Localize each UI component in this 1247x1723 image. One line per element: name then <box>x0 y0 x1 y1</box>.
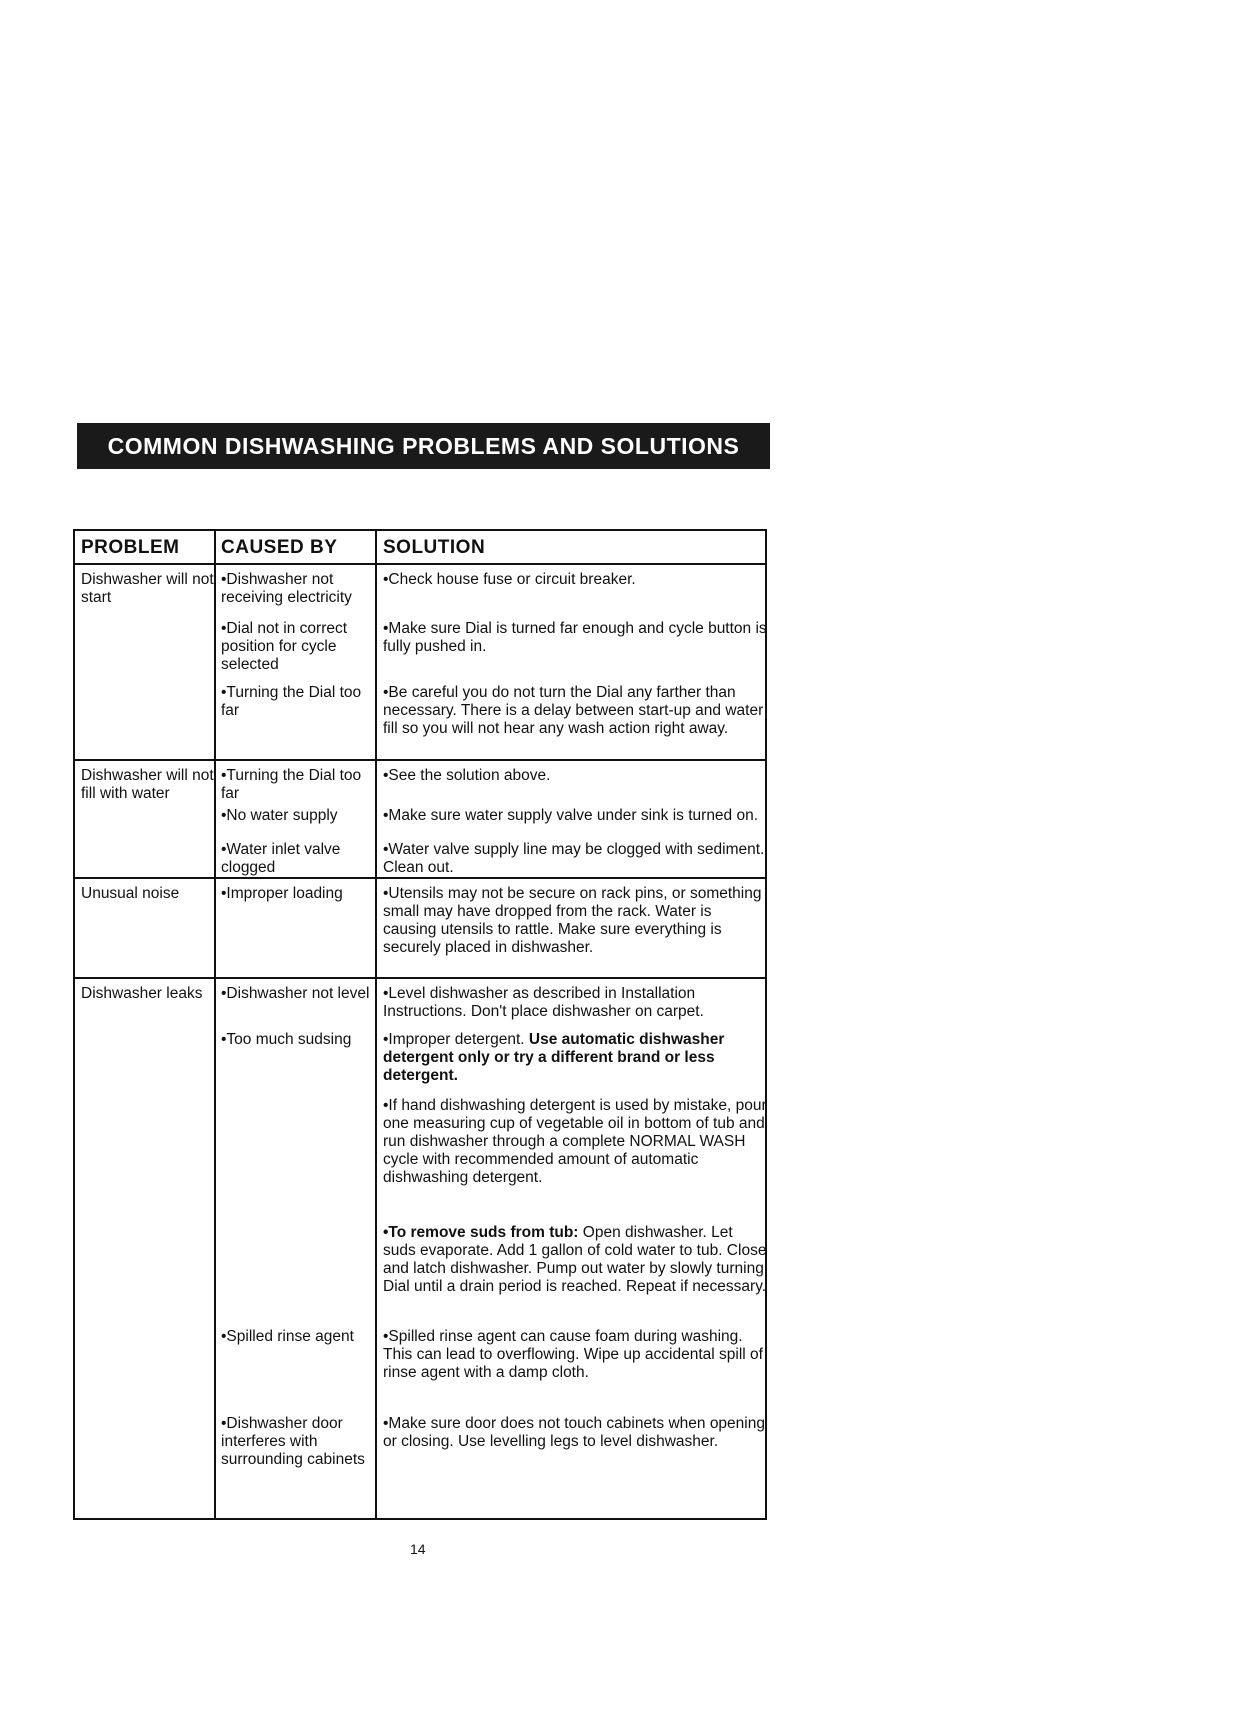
solution-item: •See the solution above. <box>383 767 551 784</box>
page-number: 14 <box>410 1541 426 1557</box>
column-header-solution: SOLUTION <box>383 537 486 558</box>
solution-item: •Make sure Dial is turned far enough and cycle button is fully pushed in. <box>383 620 767 655</box>
solution-emphasis: Use automatic dishwasher detergent only or try a different brand or less detergent. <box>383 1031 725 1084</box>
solution-item: •Water valve supply line may be clogged with sediment. Clean out. <box>383 841 765 876</box>
column-header-problem: PROBLEM <box>81 537 180 558</box>
row-divider <box>75 877 765 879</box>
cause-item: •Turning the Dial too far <box>221 767 362 802</box>
solution-item: •Spilled rinse agent can cause foam during washing. This can lead to overflowing. Wipe up accidental spill of rinse agent with a damp cloth. <box>383 1328 763 1381</box>
page-title: COMMON DISHWASHING PROBLEMS AND SOLUTIONS <box>77 423 770 469</box>
cause-item: •Dishwasher not level <box>221 985 370 1002</box>
solution-item <box>383 1031 767 1085</box>
cause-item: •Water inlet valve clogged <box>221 841 341 876</box>
cause-item: •Improper loading <box>221 885 343 902</box>
solution-emphasis: •To remove suds from tub: <box>383 1224 579 1241</box>
cause-item: •Dial not in correct position for cycle selected <box>221 620 348 673</box>
cause-item: •Too much sudsing <box>221 1031 352 1048</box>
cause-item: •No water supply <box>221 807 338 824</box>
solution-item: •Level dishwasher as described in Installation Instructions. Don't place dishwasher on carpet. <box>383 985 704 1020</box>
solution-item <box>383 1224 767 1296</box>
solution-item: •Utensils may not be secure on rack pins, or something small may have dropped from the rack. Water is causing utensils to rattle. Make sure everything is securely placed in dishwasher. <box>383 885 762 956</box>
solution-text: •Improper detergent. <box>383 1031 525 1048</box>
solution-item: •Make sure water supply valve under sink is turned on. <box>383 807 759 824</box>
cause-item: •Dishwasher not receiving electricity <box>221 571 352 606</box>
troubleshooting-table <box>73 529 767 1520</box>
cause-item: •Spilled rinse agent <box>221 1328 354 1345</box>
solution-item: •Be careful you do not turn the Dial any farther than necessary. There is a delay between start-up and water fill so you will not hear any wash action right away. <box>383 684 764 737</box>
problem-cell: Dishwasher will not fill with water <box>81 767 214 802</box>
problem-cell: Unusual noise <box>81 885 180 902</box>
solution-text: Open dishwasher. Let suds evaporate. Add 1 gallon of cold water to tub. Close and latch dishwasher. Pump out water by slowly turning Dial until a drain period is reached. Repeat if necessary. <box>383 1224 767 1295</box>
solution-item: •Make sure door does not touch cabinets when opening or closing. Use levelling legs to level dishwasher. <box>383 1415 765 1450</box>
problem-cell: Dishwasher leaks <box>81 985 203 1002</box>
column-header-caused-by: CAUSED BY <box>221 537 338 558</box>
row-divider <box>75 759 765 761</box>
cause-item: •Dishwasher door interferes with surrounding cabinets <box>221 1415 365 1468</box>
column-divider <box>375 531 377 1518</box>
solution-item: •If hand dishwashing detergent is used by mistake, pour one measuring cup of vegetable oil in bottom of tub and run dishwasher through a complete NORMAL WASH cycle with recommended amount of automatic dishwashing detergent. <box>383 1097 767 1186</box>
header-divider <box>75 563 765 565</box>
cause-item: •Turning the Dial too far <box>221 684 362 719</box>
problem-cell: Dishwasher will not start <box>81 571 214 606</box>
row-divider <box>75 977 765 979</box>
column-divider <box>214 531 216 1518</box>
solution-item: •Check house fuse or circuit breaker. <box>383 571 636 588</box>
